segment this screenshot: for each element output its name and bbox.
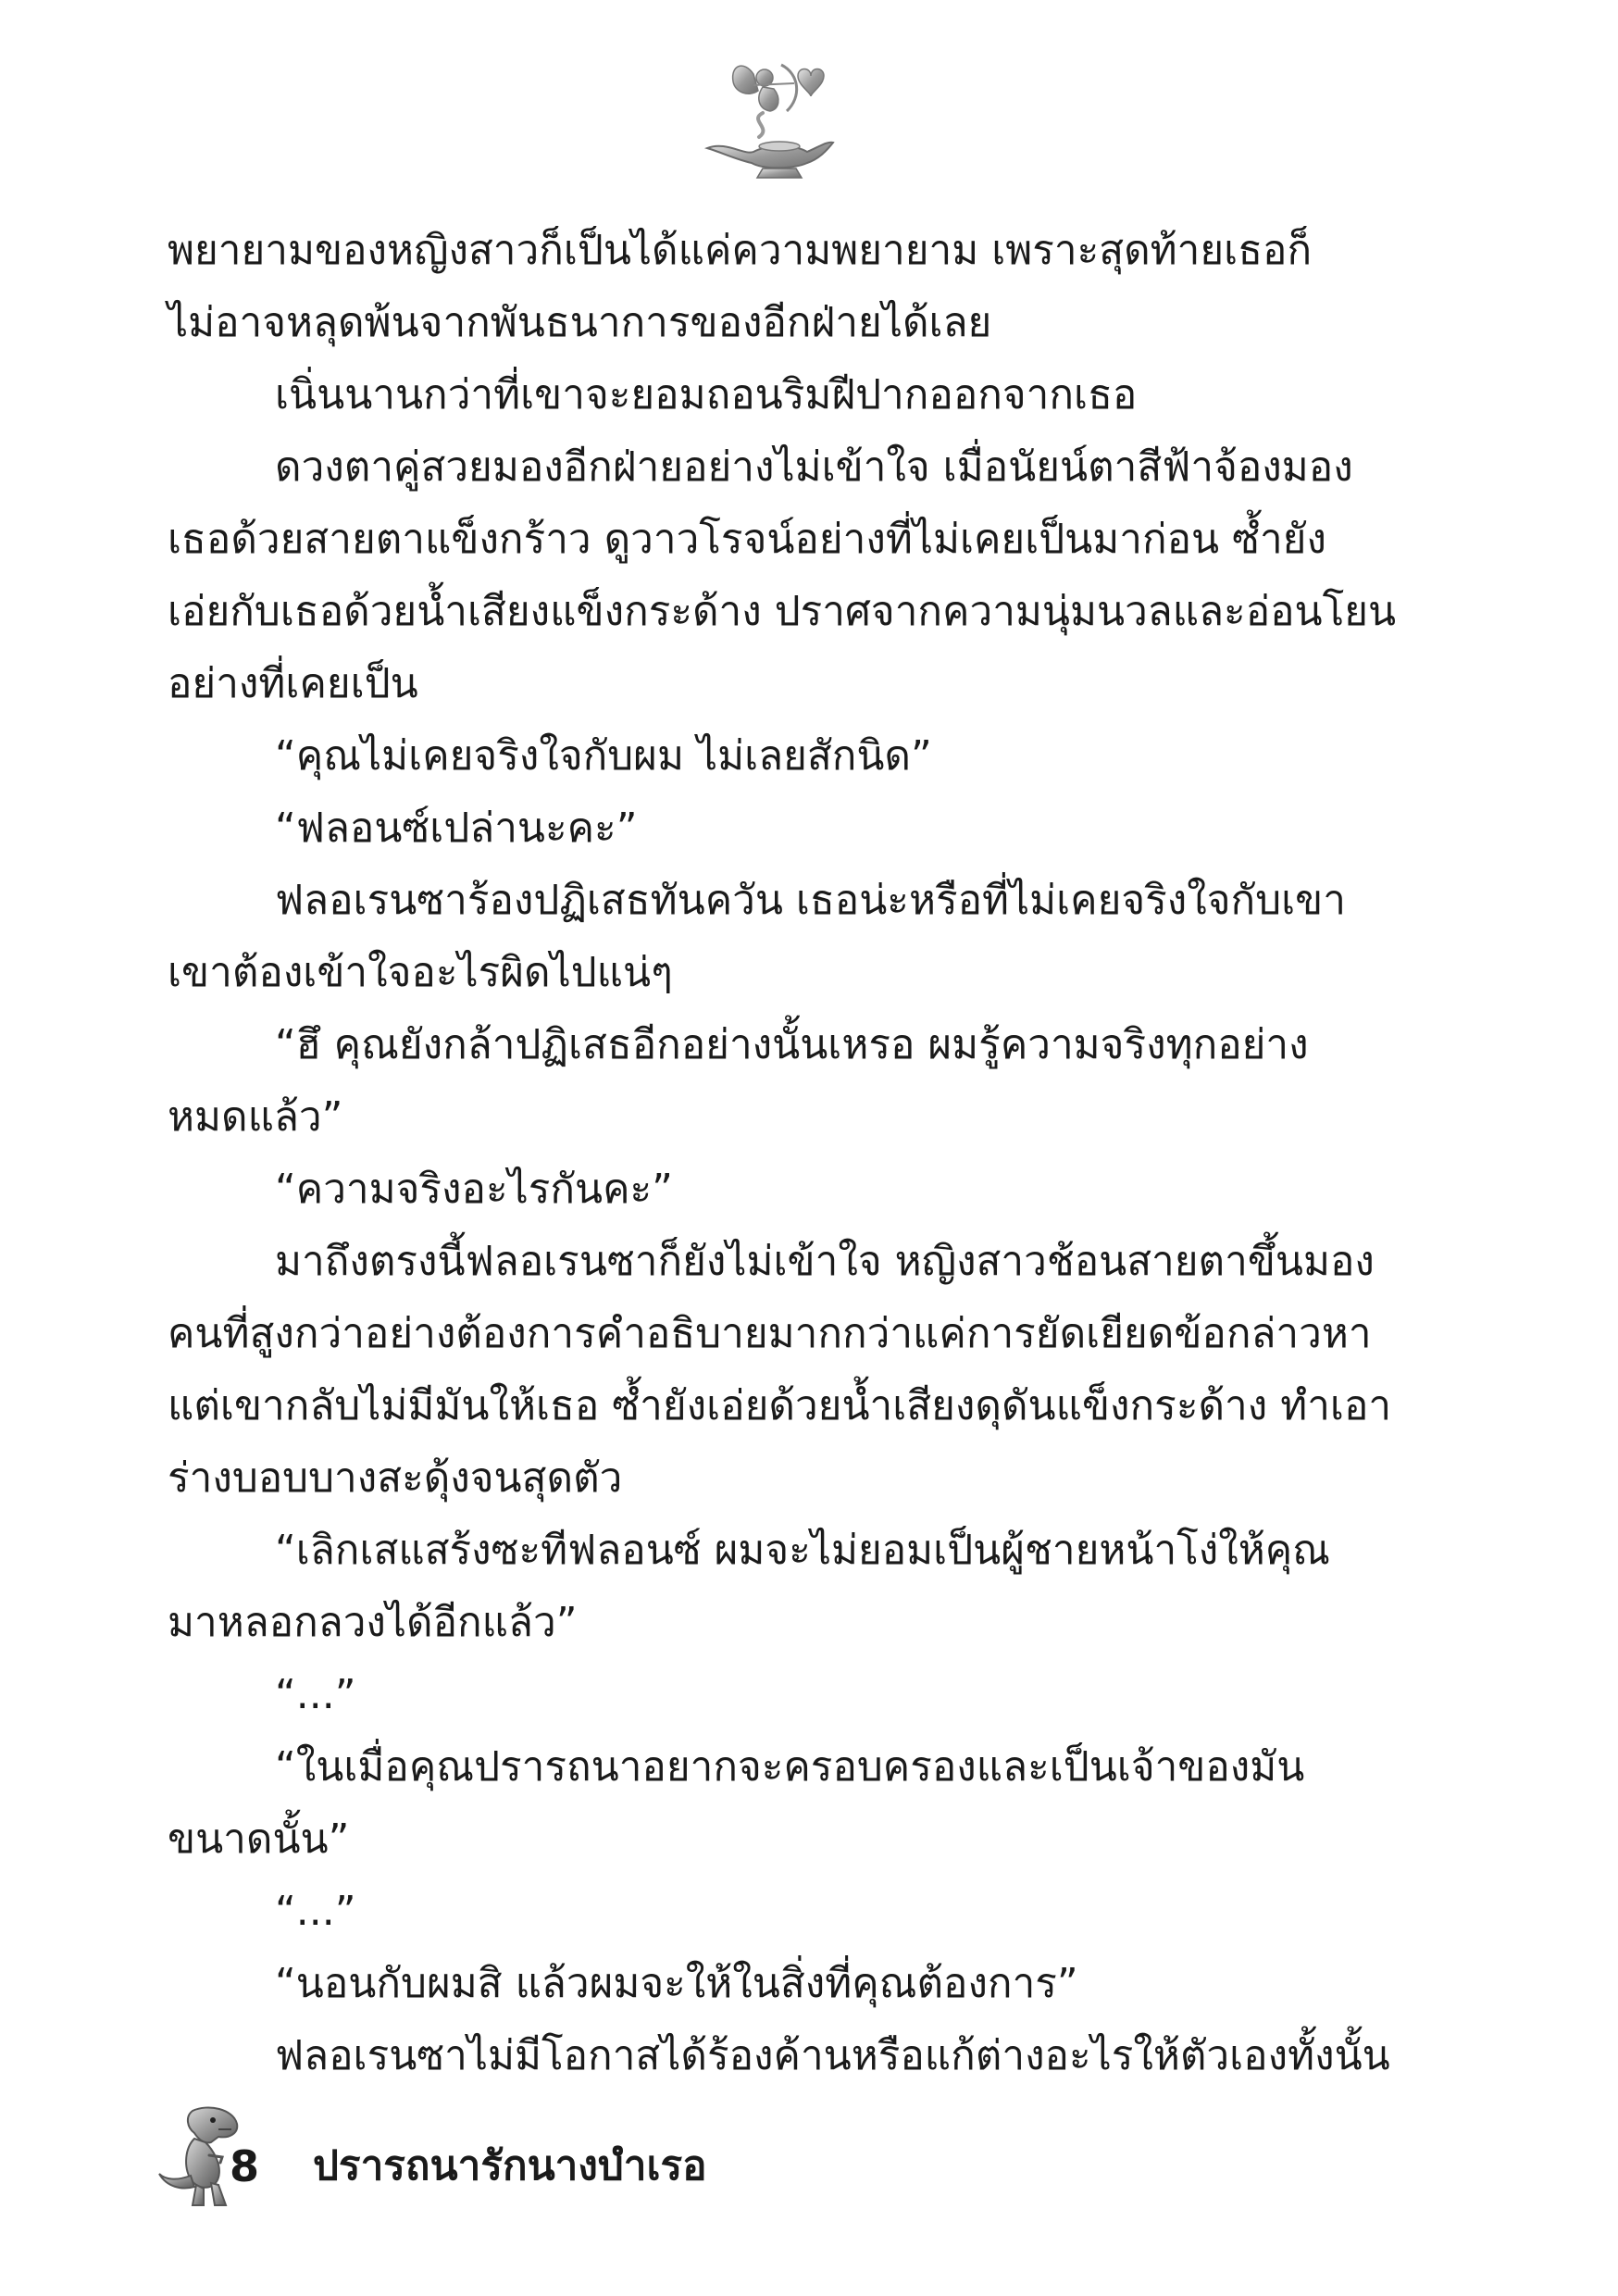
text-line: ไม่อาจหลุดพ้นจากพันธนาการของอีกฝ่ายได้เลย [168, 299, 992, 346]
text-line: เอ่ยกับเธอด้วยน้ำเสียงแข็งกระด้าง ปราศจากความนุ่มนวลและอ่อนโยน [168, 588, 1397, 635]
text-line: ฟลอเรนซาไม่มีโอกาสได้ร้องค้านหรือแก้ต่างอะไรให้ตัวเองทั้งนั้น [275, 2032, 1390, 2079]
text-line: ร่างบอบบางสะดุ้งจนสุดตัว [168, 1454, 623, 1502]
text-line: “ในเมื่อคุณปรารถนาอยากจะครอบครองและเป็นเจ้าของมัน [275, 1743, 1305, 1791]
text-line: มาถึงตรงนี้ฟลอเรนซาก็ยังไม่เข้าใจ หญิงสาวช้อนสายตาขึ้นมอง [275, 1238, 1375, 1285]
chapter-body-text [168, 215, 1397, 2092]
text-line: มาหลอกลวงได้อีกแล้ว” [168, 1599, 578, 1646]
cupid-magic-lamp-icon [698, 56, 837, 181]
page-number: 8 [230, 2141, 260, 2191]
text-line: “ความจริงอะไรกันคะ” [275, 1166, 673, 1213]
text-line: แต่เขากลับไม่มีมันให้เธอ ซ้ำยังเอ่ยด้วยน้ำเสียงดุดันแข็งกระด้าง ทำเอา [168, 1382, 1392, 1429]
text-line: พยายามของหญิงสาวก็เป็นได้แค่ความพยายาม เพราะสุดท้ายเธอก็ [168, 227, 1313, 274]
text-line: “ฮึ คุณยังกล้าปฏิเสธอีกอย่างนั้นเหรอ ผมรู้ความจริงทุกอย่าง [275, 1021, 1309, 1068]
text-line: “...” [275, 1671, 356, 1718]
page-footer [157, 2102, 990, 2213]
text-line: “คุณไม่เคยจริงใจกับผม ไม่เลยสักนิด” [275, 732, 932, 780]
book-title: ปรารถนารักนางบำเรอ [313, 2142, 707, 2190]
text-line: “เลิกเสแสร้งซะทีฟลอนซ์ ผมจะไม่ยอมเป็นผู้ชายหน้าโง่ให้คุณ [275, 1527, 1331, 1574]
text-line: ดวงตาคู่สวยมองอีกฝ่ายอย่างไม่เข้าใจ เมื่อนัยน์ตาสีฟ้าจ้องมอง [275, 443, 1353, 491]
text-line: คนที่สูงกว่าอย่างต้องการคำอธิบายมากกว่าแค่การยัดเยียดข้อกล่าวหา [168, 1310, 1372, 1357]
text-line: “...” [275, 1888, 356, 1935]
text-line: ฟลอเรนซาร้องปฏิเสธทันควัน เธอน่ะหรือที่ไม่เคยจริงใจกับเขา [275, 877, 1346, 924]
text-line: “นอนกับผมสิ แล้วผมจะให้ในสิ่งที่คุณต้องการ” [275, 1960, 1078, 2007]
text-line: “ฟลอนซ์เปล่านะคะ” [275, 805, 638, 852]
text-line: หมดแล้ว” [168, 1093, 343, 1141]
text-line: เขาต้องเข้าใจอะไรผิดไปแน่ๆ [168, 949, 673, 996]
text-line: เธอด้วยสายตาแข็งกร้าว ดูวาวโรจน์อย่างที่ไม่เคยเป็นมาก่อน ซ้ำยัง [168, 516, 1326, 563]
text-line: เนิ่นนานกว่าที่เขาจะยอมถอนริมฝีปากออกจากเธอ [275, 371, 1138, 418]
text-line: อย่างที่เคยเป็น [168, 660, 418, 707]
text-line: ขนาดนั้น” [168, 1816, 350, 1863]
